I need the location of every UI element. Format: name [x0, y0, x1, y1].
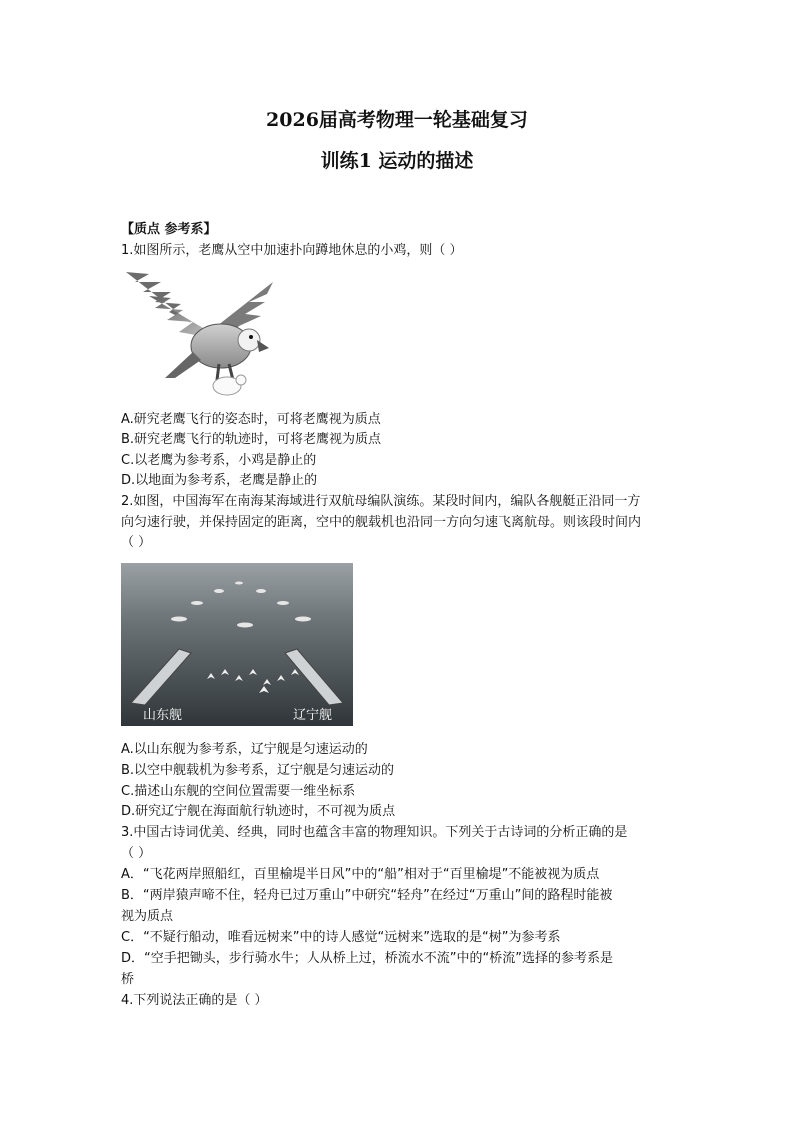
eagle-icon: [121, 268, 275, 398]
question-1-stem: 1.如图所示，老鹰从空中加速扑向蹲地休息的小鸡，则（ ）: [121, 243, 463, 258]
question-2-option-b: B.以空中舰载机为参考系，辽宁舰是匀速运动的: [121, 763, 395, 778]
question-2-stem-line-2: 向匀速行驶，并保持固定的距离，空中的舰载机也沿同一方向匀速飞离航母。则该段时间内: [121, 515, 642, 530]
question-3-option-d-cont: 桥: [121, 972, 135, 987]
question-3-option-a: A．“飞花两岸照船红，百里榆堤半日风”中的“船”相对于“百里榆堤”不能被视为质点: [121, 867, 600, 882]
question-2-option-d: D.研究辽宁舰在海面航行轨迹时，不可视为质点: [121, 804, 396, 819]
question-2-option-a: A.以山东舰为参考系，辽宁舰是匀速运动的: [121, 742, 368, 757]
question-2-stem-line-1: 2.如图，中国海军在南海某海域进行双航母编队演练。某段时间内，编队各舰艇正沿同一方: [121, 494, 641, 509]
question-1-option-c: C.以老鹰为参考系，小鸡是静止的: [121, 453, 317, 468]
image-label-left: 山东舰: [143, 708, 183, 723]
section-heading: 【质点 参考系】: [121, 222, 217, 237]
image-label-right: 辽宁舰: [293, 708, 333, 723]
carrier-formation-photo: [121, 563, 353, 726]
question-3-stem-line-2: （ ）: [121, 846, 152, 861]
question-1-option-a: A.研究老鹰飞行的姿态时，可将老鹰视为质点: [121, 412, 381, 427]
page-title: 2026届高考物理一轮基础复习: [266, 109, 528, 131]
eagle-illustration: [121, 268, 275, 398]
question-3-option-b: B．“两岸猿声啼不住，轻舟已过万重山”中研究“轻舟”在经过“万重山”间的路程时能被: [121, 888, 613, 903]
question-3-option-b-cont: 视为质点: [121, 909, 174, 924]
question-3-option-d: D．“空手把锄头，步行骑水牛；人从桥上过，桥流水不流”中的“桥流”选择的参考系是: [121, 951, 613, 966]
question-3-option-c: C．“不疑行船动，唯看远树来”中的诗人感觉“远树来”选取的是“树”为参考系: [121, 930, 561, 945]
question-1-option-d: D.以地面为参考系，老鹰是静止的: [121, 473, 318, 488]
question-4-stem: 4.下列说法正确的是（ ）: [121, 993, 268, 1008]
page-subtitle: 训练1 运动的描述: [320, 150, 474, 172]
question-2-option-c: C.描述山东舰的空间位置需要一维坐标系: [121, 784, 356, 799]
question-2-stem-line-3: （ ）: [121, 535, 152, 550]
question-1-option-b: B.研究老鹰飞行的轨迹时，可将老鹰视为质点: [121, 432, 382, 447]
question-3-stem-line-1: 3.中国古诗词优美、经典，同时也蕴含丰富的物理知识。下列关于古诗词的分析正确的是: [121, 825, 628, 840]
